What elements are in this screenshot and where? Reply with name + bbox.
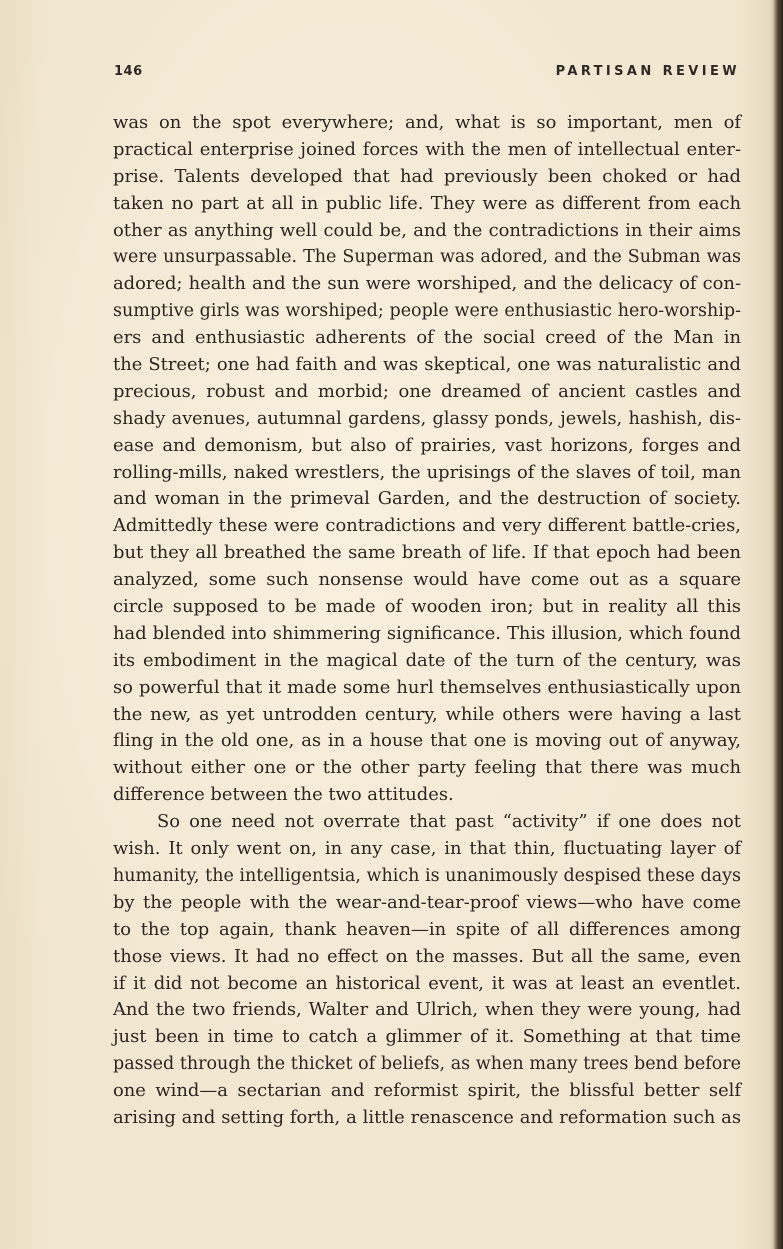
text-line: one wind—a sectarian and reformist spirit, the blissful better self — [113, 1080, 741, 1102]
text-line: just been in time to catch a glimmer of it. Something at that time — [113, 1026, 741, 1048]
text-line: and woman in the primeval Garden, and the destruction of society. — [113, 488, 741, 510]
text-line: sumptive girls was worshiped; people were enthusiastic hero-worship- — [113, 301, 741, 322]
running-head — [114, 64, 740, 84]
paragraph-1 — [113, 110, 741, 809]
text-line: were unsurpassable. The Superman was adored, and the Subman was — [113, 247, 741, 268]
text-line: ers and enthusiastic adherents of the social creed of the Man in — [113, 327, 741, 349]
text-line: wish. It only went on, in any case, in that thin, fluctuating layer of — [113, 838, 741, 860]
text-line: had blended into shimmering significance. This illusion, which found — [113, 622, 741, 644]
text-line: the new, as yet untrodden century, while others were having a last — [113, 703, 741, 725]
text-line: analyzed, some such nonsense would have come out as a square — [113, 569, 741, 591]
paragraph-2 — [113, 809, 741, 1132]
page-edge — [774, 0, 783, 1249]
text-line: prise. Talents developed that had previously been choked or had — [113, 165, 741, 187]
text-line: circle supposed to be made of wooden iron; but in reality all this — [113, 596, 741, 618]
text-line: so powerful that it made some hurl themselves enthusiastically upon — [113, 676, 741, 698]
text-line: but they all breathed the same breath of life. If that epoch had been — [113, 542, 741, 564]
text-line: And the two friends, Walter and Ulrich, when they were young, had — [113, 999, 741, 1021]
text-line: So one need not overrate that past “activity” if one does not — [157, 811, 741, 833]
text-line: by the people with the wear-and-tear-proof views—who have come — [113, 891, 741, 913]
text-line: rolling-mills, naked wrestlers, the uprisings of the slaves of toil, man — [113, 461, 741, 483]
text-line: fling in the old one, as in a house that one is moving out of anyway, — [113, 730, 741, 752]
text-line: Admittedly these were contradictions and very different battle-cries, — [113, 515, 741, 537]
text-line: without either one or the other party feeling that there was much — [113, 757, 741, 779]
text-line: shady avenues, autumnal gardens, glassy ponds, jewels, hashish, dis- — [113, 408, 741, 429]
text-line: other as anything well could be, and the contradictions in their aims — [113, 219, 741, 241]
text-line: its embodiment in the magical date of the turn of the century, was — [113, 649, 741, 671]
text-line: precious, robust and morbid; one dreamed of ancient castles and — [113, 380, 741, 402]
text-line: was on the spot everywhere; and, what is so important, men of — [113, 112, 741, 133]
text-line: those views. It had no effect on the masses. But all the same, even — [113, 945, 741, 967]
text-line: practical enterprise joined forces with the men of intellectual enter- — [113, 138, 741, 160]
page-number: 146 — [114, 64, 143, 79]
text-line: difference between the two attitudes. — [113, 784, 454, 806]
text-line: humanity, the intelligentsia, which is unanimously despised these days — [113, 865, 741, 886]
body-text — [113, 110, 741, 1132]
text-line: the Street; one had faith and was skeptical, one was naturalistic and — [113, 354, 741, 376]
text-line: if it did not become an historical event, it was at least an eventlet. — [113, 972, 741, 994]
text-line: adored; health and the sun were worshiped, and the delicacy of con- — [113, 273, 741, 295]
journal-title: PARTISAN REVIEW — [555, 64, 740, 79]
text-line: passed through the thicket of beliefs, as when many trees bend before — [113, 1054, 741, 1075]
text-line: ease and demonism, but also of prairies, vast horizons, forges and — [113, 434, 741, 456]
text-line: taken no part at all in public life. They were as different from each — [113, 192, 741, 214]
text-line: arising and setting forth, a little renascence and reformation such as — [113, 1106, 741, 1128]
text-line: to the top again, thank heaven—in spite of all differences among — [113, 918, 741, 940]
